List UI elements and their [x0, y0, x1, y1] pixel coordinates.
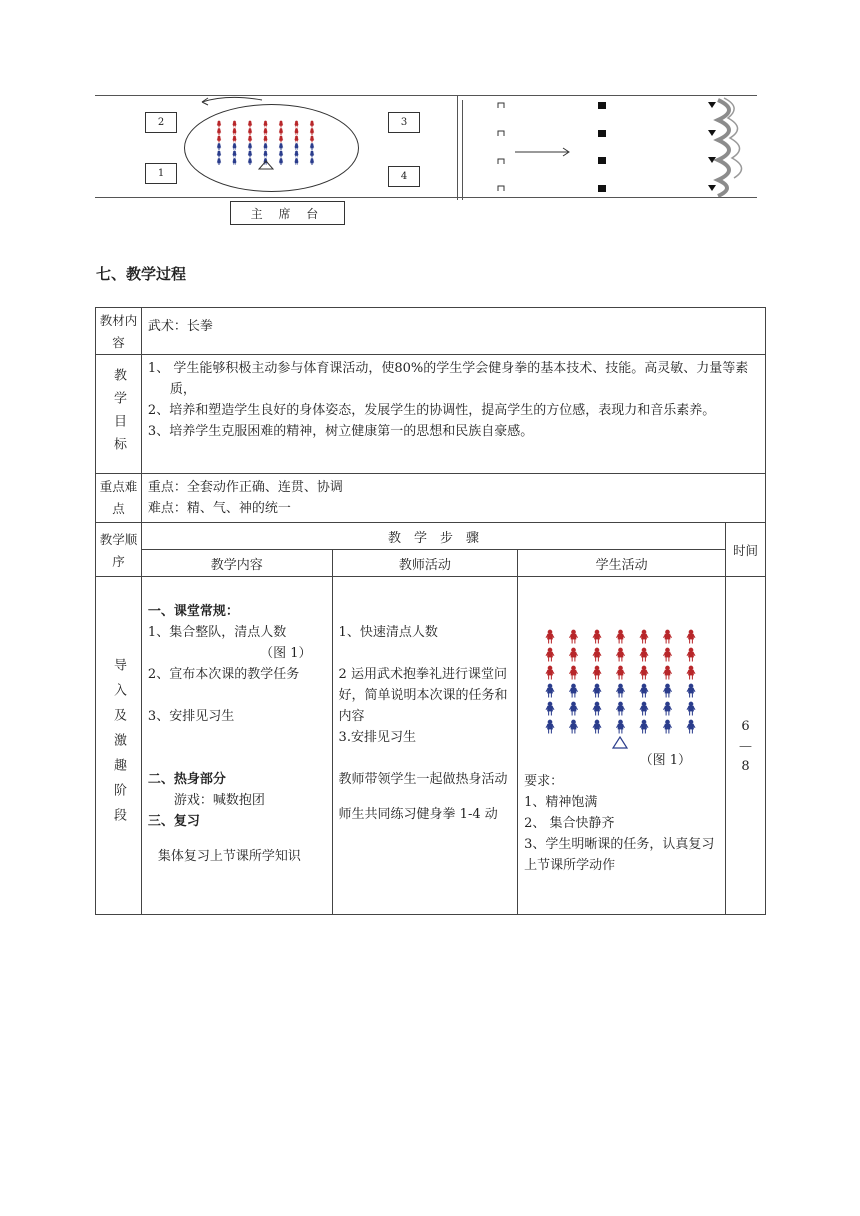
student-figure — [570, 684, 578, 697]
goal-item-1: 1、 学生能够积极主动参与体育课活动，使80%的学生学会健身拳的基本技术、技能。高灵敏、力量等素质， — [147, 361, 749, 397]
steps-header-row — [96, 523, 766, 550]
student-figure — [217, 159, 221, 165]
student-figure — [233, 121, 237, 127]
position-box-2: 2 — [145, 112, 177, 133]
time-label: 时间 — [726, 523, 766, 577]
steps-label: 教 学 步 骤 — [141, 523, 725, 550]
requirement-3: 3、学生明晰课的任务，认真复习上节课所学动作 — [524, 837, 715, 873]
student-figure — [664, 648, 672, 661]
student-figure — [279, 151, 283, 157]
student-figure — [295, 159, 299, 165]
student-fig-ref: （图 1） — [639, 753, 692, 768]
teacher-line-2: 2 运用武术抱拳礼进行课堂问好，简单说明本次课的任务和内容 — [338, 667, 508, 724]
position-box-3: 3 — [388, 112, 420, 133]
student-figure — [279, 159, 283, 165]
teacher-line-4: 教师带领学生一起做热身活动 — [338, 772, 508, 787]
student-figure — [640, 666, 648, 679]
phase-name: 导入及激趣阶段 — [110, 658, 126, 833]
student-figure — [546, 666, 554, 679]
student-figure — [664, 666, 672, 679]
keypoints-label: 重点难点 — [96, 474, 142, 523]
col-content: 教学内容 — [141, 550, 332, 577]
student-figure — [279, 136, 283, 142]
student-figure — [233, 129, 237, 135]
content-line-5: 集体复习上节课所学知识 — [157, 849, 301, 864]
student-figure — [640, 684, 648, 697]
student-figure — [593, 702, 601, 715]
requirement-2: 2、 集合快静齐 — [524, 816, 615, 831]
student-figure — [593, 630, 601, 643]
student-figure — [640, 648, 648, 661]
review-heading: 三、复习 — [147, 814, 200, 829]
column-header-row — [96, 550, 766, 577]
student-figure — [310, 129, 314, 135]
chairman-stand: 主 席 台 — [230, 201, 345, 225]
order-label: 教学顺序 — [96, 523, 142, 577]
diagram-divider — [457, 96, 458, 200]
goal-item-3: 3、培养学生克服困难的精神，树立健康第一的思想和民族自豪感。 — [147, 424, 534, 439]
position-box-4: 4 — [388, 166, 420, 187]
student-figure — [295, 136, 299, 142]
goal-item-2: 2、培养和塑造学生良好的身体姿态，发展学生的协调性，提高学生的方位感，表现力和音乐素养。 — [147, 403, 716, 418]
student-figure — [217, 144, 221, 150]
student-figure — [640, 720, 648, 733]
student-figure — [264, 144, 268, 150]
student-figure — [248, 121, 252, 127]
student-figure — [570, 630, 578, 643]
student-figure — [687, 684, 695, 697]
student-figure — [617, 630, 625, 643]
student-figure — [664, 702, 672, 715]
goals-list — [141, 355, 765, 474]
student-figure — [217, 136, 221, 142]
student-figure — [664, 630, 672, 643]
time-sep: — — [739, 739, 753, 754]
material-value: 武术：长拳 — [141, 308, 765, 355]
material-row — [96, 308, 766, 355]
teaching-process-table — [95, 307, 766, 915]
section-title: 七、教学过程 — [96, 265, 187, 283]
goals-row — [96, 355, 766, 474]
goals-label: 教学目标 — [110, 368, 126, 460]
student-figure — [248, 129, 252, 135]
material-label: 教材内容 — [96, 308, 142, 355]
student-figure — [640, 702, 648, 715]
student-figure — [617, 648, 625, 661]
student-figure — [310, 159, 314, 165]
requirement-1: 1、精神饱满 — [524, 795, 598, 810]
student-figure — [279, 144, 283, 150]
routine-heading: 一、课堂常规： — [147, 604, 239, 619]
difficulty-point: 难点：精、气、神的统一 — [147, 501, 291, 516]
student-figure — [248, 151, 252, 157]
student-figure — [248, 144, 252, 150]
student-formation-figure — [538, 624, 708, 754]
teacher-triangle-icon — [613, 737, 627, 748]
student-figure — [264, 129, 268, 135]
student-figure — [264, 136, 268, 142]
student-figure — [295, 144, 299, 150]
key-point: 重点：全套动作正确、连贯、协调 — [147, 480, 343, 495]
student-figure — [233, 159, 237, 165]
student-figure — [570, 720, 578, 733]
teacher-triangle-icon — [258, 160, 274, 170]
student-figure — [546, 702, 554, 715]
position-box-1: 1 — [145, 163, 177, 184]
student-figure — [593, 666, 601, 679]
student-figure — [617, 702, 625, 715]
student-figure — [295, 121, 299, 127]
student-figure — [279, 121, 283, 127]
student-figure — [233, 136, 237, 142]
teacher-line-5: 师生共同练习健身拳 1-4 动 — [338, 807, 498, 822]
student-figure — [570, 648, 578, 661]
student-figure — [687, 720, 695, 733]
student-figure — [687, 630, 695, 643]
student-figure — [295, 151, 299, 157]
student-figure — [264, 121, 268, 127]
content-line-2: 2、宣布本次课的教学任务 — [147, 667, 300, 682]
student-figure — [233, 151, 237, 157]
student-figure — [687, 702, 695, 715]
diagram-divider-2 — [462, 100, 463, 200]
student-figure — [687, 666, 695, 679]
student-figure — [217, 129, 221, 135]
student-figure — [310, 121, 314, 127]
content-line-4: 游戏：喊数抱团 — [173, 793, 265, 808]
student-figure — [310, 136, 314, 142]
teacher-cell — [332, 577, 518, 915]
time-from: 6 — [741, 719, 750, 734]
rotation-arrow-icon — [198, 94, 268, 108]
student-figure — [546, 684, 554, 697]
student-figure — [593, 684, 601, 697]
teacher-line-1: 1、快速清点人数 — [338, 625, 438, 640]
student-figure — [233, 144, 237, 150]
content-line-1: 1、集合整队，清点人数 — [147, 625, 287, 640]
student-figure — [546, 648, 554, 661]
student-figure — [217, 121, 221, 127]
time-cell — [726, 577, 766, 915]
student-figure — [248, 159, 252, 165]
student-figure — [664, 720, 672, 733]
student-figure — [217, 151, 221, 157]
content-line-3: 3、安排见习生 — [147, 709, 235, 724]
phase-row — [96, 577, 766, 915]
drill-lanes — [470, 96, 760, 200]
time-to: 8 — [741, 759, 750, 774]
requirements-label: 要求： — [524, 774, 564, 789]
warmup-heading: 二、热身部分 — [147, 772, 226, 787]
col-teacher: 教师活动 — [332, 550, 518, 577]
student-figure — [664, 684, 672, 697]
student-figure — [570, 702, 578, 715]
student-figure — [546, 720, 554, 733]
student-figure — [640, 630, 648, 643]
student-figure — [617, 684, 625, 697]
student-figure — [310, 144, 314, 150]
content-fig-ref: （图 1） — [260, 646, 312, 661]
student-figure — [546, 630, 554, 643]
student-figure — [295, 129, 299, 135]
student-figure — [617, 720, 625, 733]
content-cell — [141, 577, 332, 915]
student-figure — [687, 648, 695, 661]
student-figure — [264, 151, 268, 157]
student-figure — [570, 666, 578, 679]
student-figure — [310, 151, 314, 157]
student-figure — [593, 648, 601, 661]
teacher-line-3: 3.安排见习生 — [338, 730, 416, 745]
col-student: 学生活动 — [518, 550, 726, 577]
student-figure — [279, 129, 283, 135]
keypoints-row — [96, 474, 766, 523]
student-cell — [518, 577, 726, 915]
student-figure — [593, 720, 601, 733]
student-figure — [248, 136, 252, 142]
student-figure — [617, 666, 625, 679]
